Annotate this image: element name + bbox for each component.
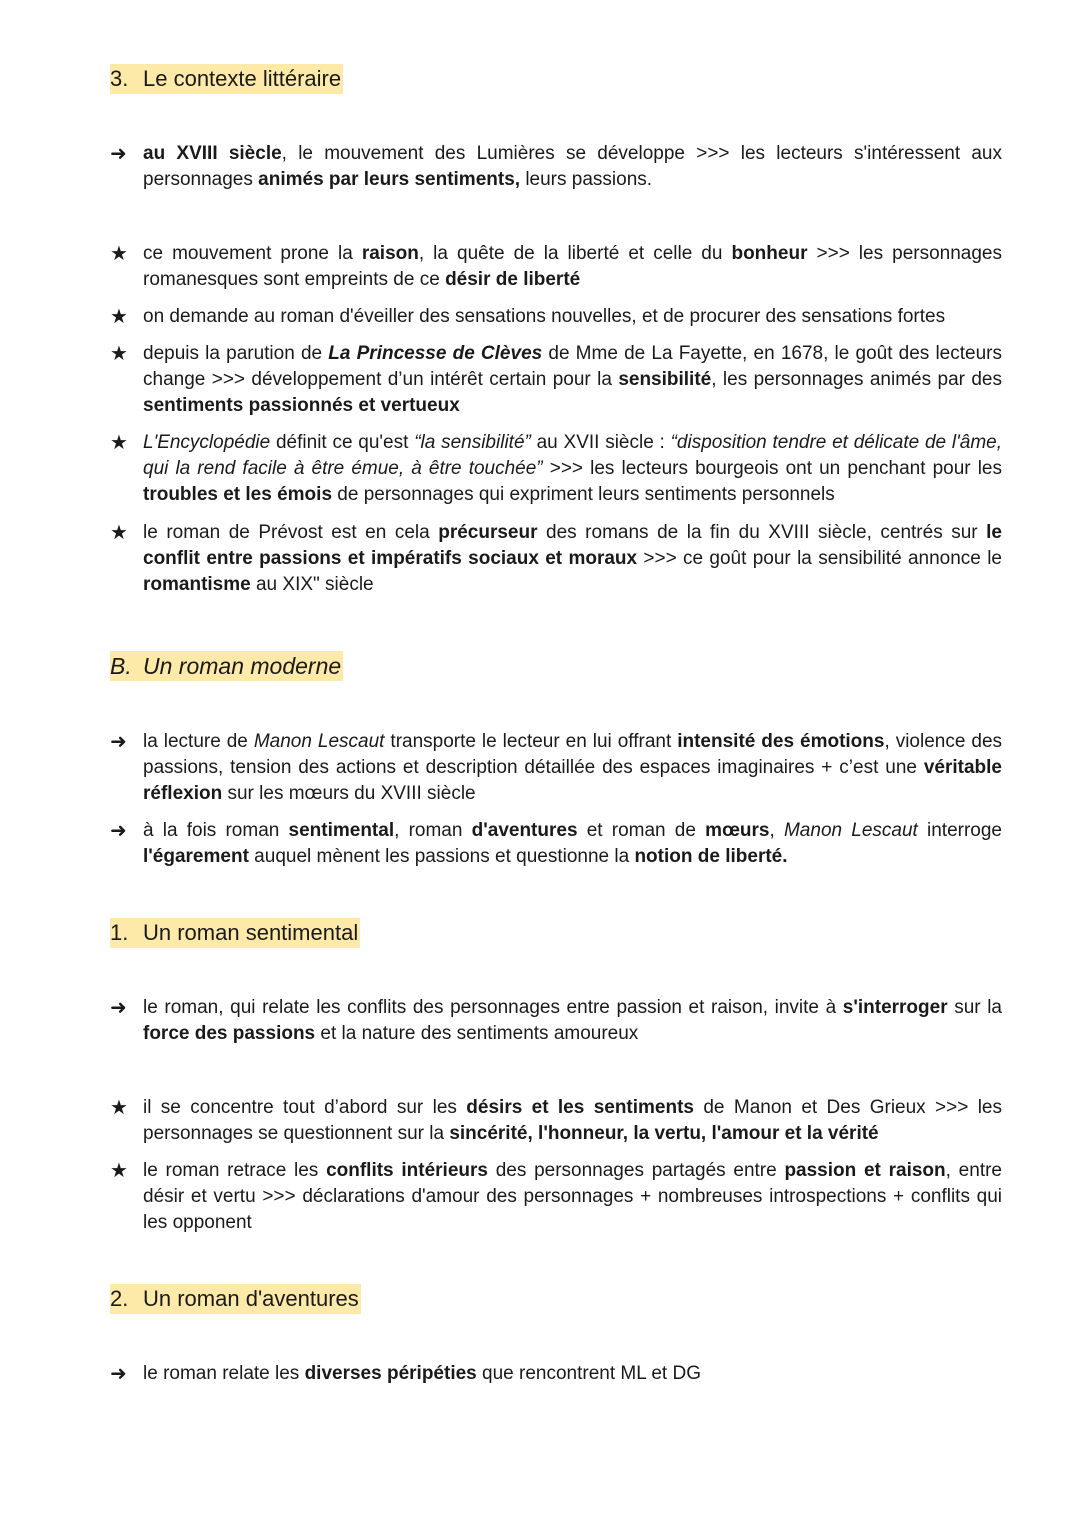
star-icon: ★ [110,1097,128,1119]
star-item [110,304,1002,330]
paragraph: L'Encyclopédie définit ce qu'est “la sensibilité” au XVII siècle : “disposition tendre et délicate de l'âme, qui la rend facile à être émue, à être touchée” >>> les lecteurs bourgeois ont un penchant pour les troubles et les émois de personnages qui expriment leurs sentiments personnels [143,432,1002,505]
arrow-item [110,1361,1002,1387]
paragraph: le roman relate les diverses péripéties que rencontrent ML et DG [143,1363,701,1384]
star-icon: ★ [110,343,128,365]
paragraph: le roman, qui relate les conflits des personnages entre passion et raison, invite à s'interroger sur la force des passions et la nature des sentiments amoureux [143,997,1002,1044]
arrow-icon: ➜ [110,997,127,1019]
paragraph: ce mouvement prone la raison, la quête de la liberté et celle du bonheur >>> les personnages romanesques sont empreints de ce désir de liberté [143,243,1002,290]
paragraph: le roman de Prévost est en cela précurseur des romans de la fin du XVIII siècle, centrés sur le conflit entre passions et impératifs sociaux et moraux >>> ce goût pour la sensibilité annonce le romantisme au XIX" siècle [143,522,1002,595]
star-icon: ★ [110,432,128,454]
paragraph: depuis la parution de La Princesse de Clèves de Mme de La Fayette, en 1678, le goût des lecteurs change >>> développement d’un intérêt certain pour la sensibilité, les personnages animés par des sentiments passionnés et vertueux [143,343,1002,416]
arrow-icon: ➜ [110,820,127,842]
star-item [110,1158,1002,1236]
arrow-icon: ➜ [110,143,127,165]
arrow-item [110,729,1002,807]
star-item [110,520,1002,598]
star-icon: ★ [110,1160,128,1182]
star-item [110,241,1002,293]
arrow-item [110,141,1002,193]
section-heading-roman-aventures: 2. Un roman d'aventures [110,1284,361,1314]
arrow-icon: ➜ [110,1363,127,1385]
star-icon: ★ [110,522,128,544]
star-icon: ★ [110,243,128,265]
arrow-icon: ➜ [110,731,127,753]
star-item [110,430,1002,508]
section-heading-roman-moderne: B. Un roman moderne [110,653,342,679]
star-icon: ★ [110,306,128,328]
paragraph: le roman retrace les conflits intérieurs des personnages partagés entre passion et raison, entre désir et vertu >>> déclarations d'amour des personnages + nombreuses introspections + conflits qui les opponent [143,1160,1002,1233]
paragraph: on demande au roman d'éveiller des sensations nouvelles, et de procurer des sensations fortes [143,306,946,327]
arrow-item [110,818,1002,870]
paragraph: la lecture de Manon Lescaut transporte le lecteur en lui offrant intensité des émotions, violence des passions, tension des actions et description détaillée des espaces imaginaires + c’est une véritable réflexion sur les mœurs du XVIII siècle [143,731,1003,804]
paragraph: à la fois roman sentimental, roman d'aventures et roman de mœurs, Manon Lescaut interroge l'égarement auquel mènent les passions et questionne la notion de liberté. [143,820,1002,867]
paragraph: il se concentre tout d’abord sur les désirs et les sentiments de Manon et Des Grieux >>> les personnages se questionnent sur la sincérité, l'honneur, la vertu, l'amour et la vérité [143,1097,1002,1144]
section-heading-roman-sentimental: 1. Un roman sentimental [110,918,360,948]
paragraph: au XVIII siècle, le mouvement des Lumières se développe >>> les lecteurs s'intéressent aux personnages animés par leurs sentiments, leurs passions. [143,143,1002,190]
star-item [110,341,1002,419]
arrow-item [110,995,1002,1047]
section-heading-contexte-litteraire: 3. Le contexte littéraire [110,64,343,94]
star-item [110,1095,1002,1147]
